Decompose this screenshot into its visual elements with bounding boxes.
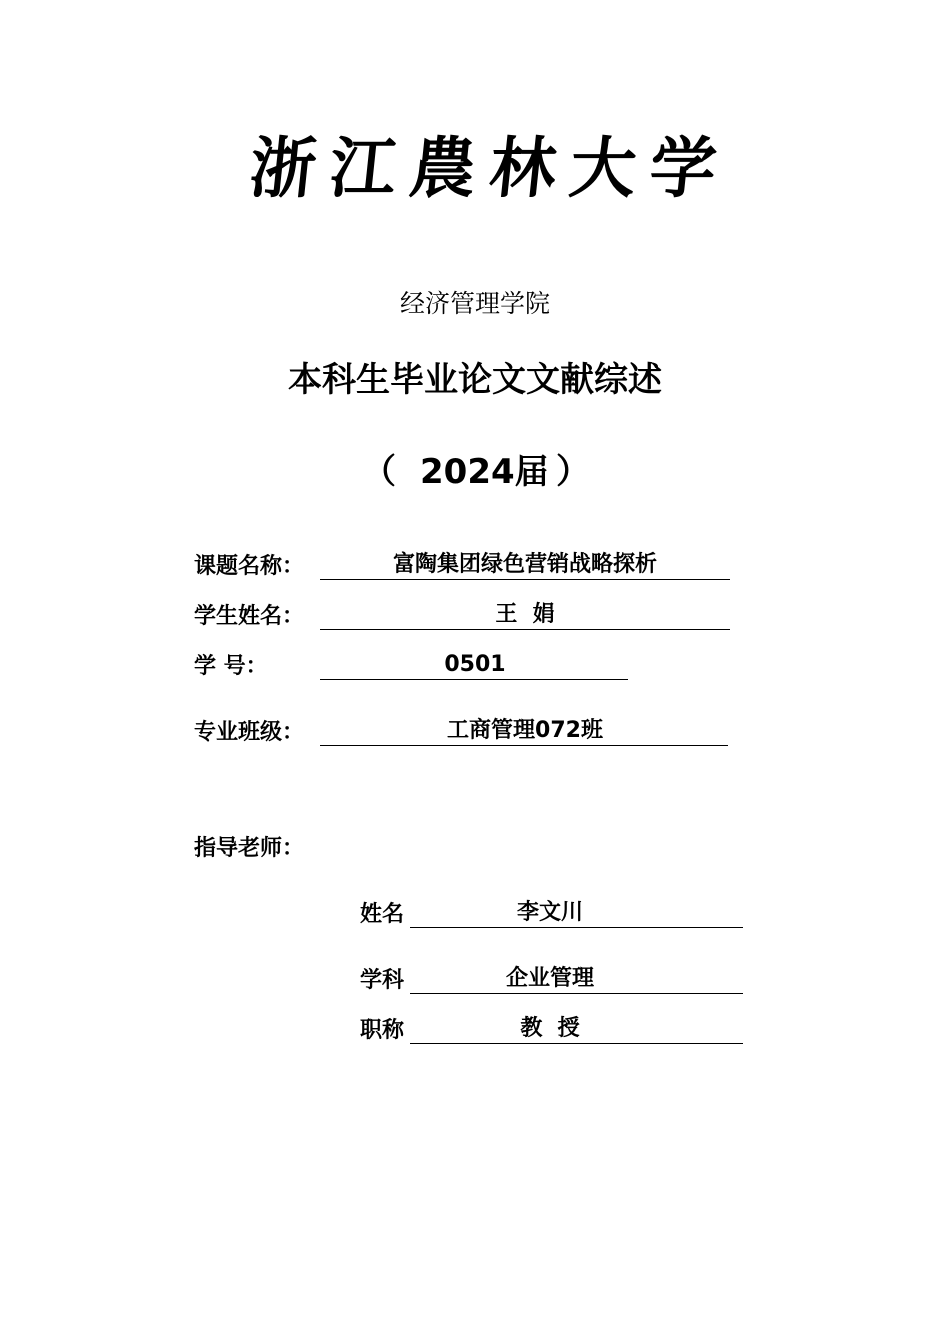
advisor-discipline-value: 企业管理	[505, 966, 594, 991]
advisor-name-label: 姓名	[360, 902, 405, 927]
student-id-label: 学 号：	[194, 654, 268, 679]
university-calligraphy-logo: 浙江農林大学	[245, 129, 735, 207]
major-class-value: 工商管理072班	[447, 718, 603, 743]
advisor-title-value: 教 授	[520, 1016, 580, 1041]
graduation-year: 2024届	[420, 452, 549, 492]
year-close-paren: ）	[556, 452, 590, 492]
student-name-label: 学生姓名：	[194, 604, 305, 629]
major-class-label: 专业班级：	[194, 720, 305, 745]
student-id-value: 0501	[444, 652, 506, 677]
advisor-title-label: 职称	[360, 1018, 405, 1043]
document-title: 本科生毕业论文文献综述	[288, 360, 662, 400]
topic-label: 课题名称：	[194, 554, 305, 579]
college-name: 经济管理学院	[399, 289, 550, 318]
student-name-value: 王 娟	[495, 602, 555, 627]
advisor-name-value: 李文川	[516, 900, 583, 925]
topic-value: 富陶集团绿色营销战略探析	[392, 552, 657, 577]
year-open-paren: （	[362, 452, 396, 492]
advisor-discipline-label: 学科	[360, 968, 405, 993]
advisor-heading: 指导老师：	[194, 836, 305, 861]
